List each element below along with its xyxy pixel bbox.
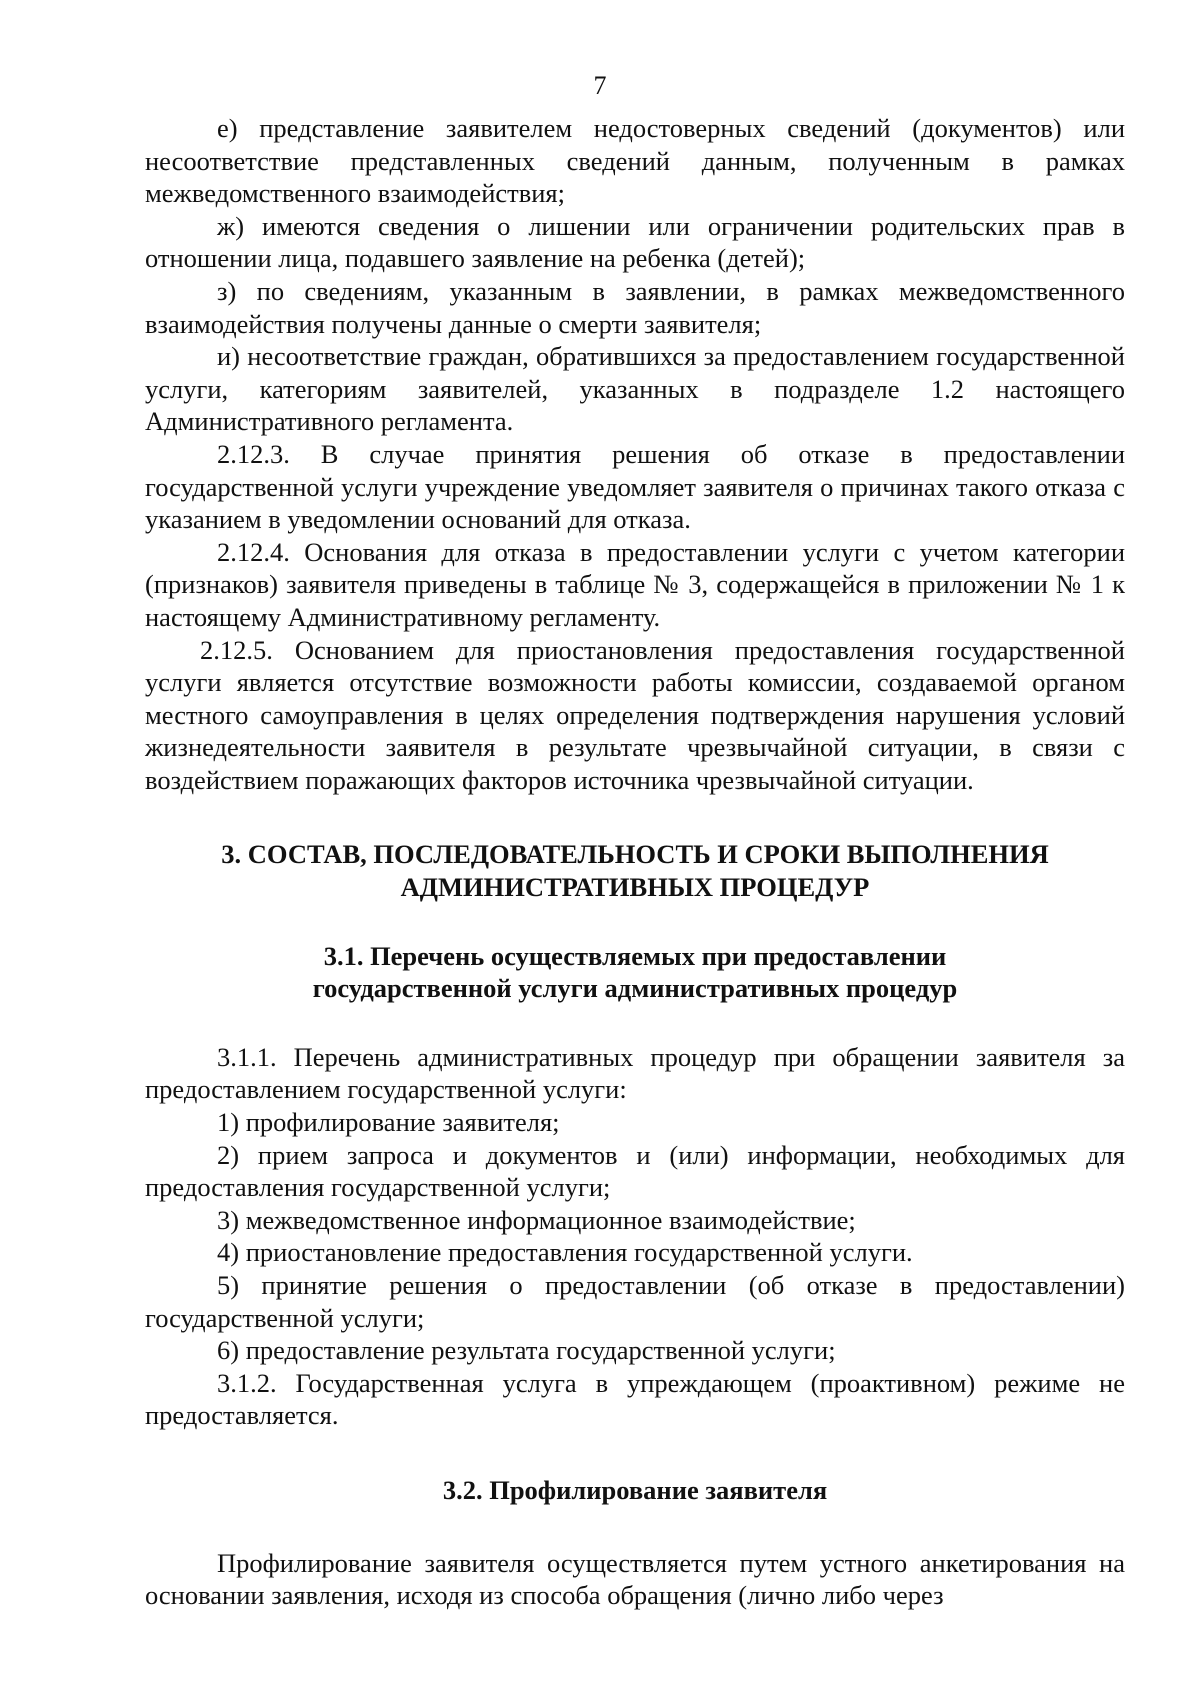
section-3-1-heading-line2: государственной услуги административных процедур xyxy=(312,973,958,1004)
section-3-heading-line2: АДМИНИСТРАТИВНЫХ ПРОЦЕДУР xyxy=(400,872,870,903)
paragraph-i: и) несоответствие граждан, обратившихся за предоставлением государственной услуги, категориям заявителей, указанных в подразделе 1.2 настоящего Административного регламента. xyxy=(145,341,1125,437)
list-item-3: 3) межведомственное информационное взаимодействие; xyxy=(217,1204,856,1235)
paragraph-3-1-2: 3.1.2. Государственная услуга в упреждающем (проактивном) режиме не предоставляется. xyxy=(145,1367,1125,1431)
section-3-heading-line1: 3. СОСТАВ, ПОСЛЕДОВАТЕЛЬНОСТЬ И СРОКИ ВЫПОЛНЕНИЯ xyxy=(221,839,1049,870)
list-item-1: 1) профилирование заявителя; xyxy=(217,1107,560,1138)
paragraph-e: е) представление заявителем недостоверных сведений (документов) или несоответствие представленных сведений данным, полученным в рамках межведомственного взаимодействия; xyxy=(145,113,1125,209)
paragraph-2-12-5: 2.12.5. Основанием для приостановления предоставления государственной услуги является отсутствие возможности работы комиссии, создаваемой органом местного самоуправления в целях определения подтверждения нарушения условий жизнедеятельности заявителя в результате чрезвычайной ситуации, в связи с воздействием поражающих факторов источника чрезвычайной ситуации. xyxy=(145,634,1125,795)
paragraph-2-12-3: 2.12.3. В случае принятия решения об отказе в предоставлении государственной услуги учреждение уведомляет заявителя о причинах такого отказа с указанием в уведомлении оснований для отказа. xyxy=(145,438,1125,535)
section-3-2-heading: 3.2. Профилирование заявителя xyxy=(442,1474,828,1505)
list-item-4: 4) приостановление предоставления государственной услуги. xyxy=(217,1237,913,1268)
paragraph-profiling: Профилирование заявителя осуществляется путем устного анкетирования на основании заявления, исходя из способа обращения (лично либо через xyxy=(145,1547,1125,1611)
page-number: 7 xyxy=(593,71,607,100)
list-item-5: 5) принятие решения о предоставлении (об отказе в предоставлении) государственной услуги; xyxy=(145,1270,1125,1333)
section-3-1-heading-line1: 3.1. Перечень осуществляемых при предоставлении xyxy=(323,940,947,971)
list-item-2: 2) прием запроса и документов и (или) информации, необходимых для предоставления государственной услуги; xyxy=(145,1139,1125,1203)
section-3-1-heading xyxy=(145,940,1125,1005)
paragraph-zh: ж) имеются сведения о лишении или ограничении родительских прав в отношении лица, подавшего заявление на ребенка (детей); xyxy=(145,210,1125,274)
list-item-6: 6) предоставление результата государственной услуги; xyxy=(217,1335,836,1366)
paragraph-3-1-1: 3.1.1. Перечень административных процедур при обращении заявителя за предоставлением государственной услуги: xyxy=(145,1041,1125,1105)
section-3-2-body xyxy=(145,1547,1125,1612)
paragraph-z: з) по сведениям, указанным в заявлении, в рамках межведомственного взаимодействия получены данные о смерти заявителя; xyxy=(145,275,1125,339)
section-3-heading xyxy=(145,838,1125,903)
section-3-1-body xyxy=(145,1041,1125,1432)
paragraph-2-12-4: 2.12.4. Основания для отказа в предоставлении услуги с учетом категории (признаков) заявителя приведены в таблице № 3, содержащейся в приложении № 1 к настоящему Административному регламенту. xyxy=(145,536,1125,632)
document-body xyxy=(145,112,1125,1612)
